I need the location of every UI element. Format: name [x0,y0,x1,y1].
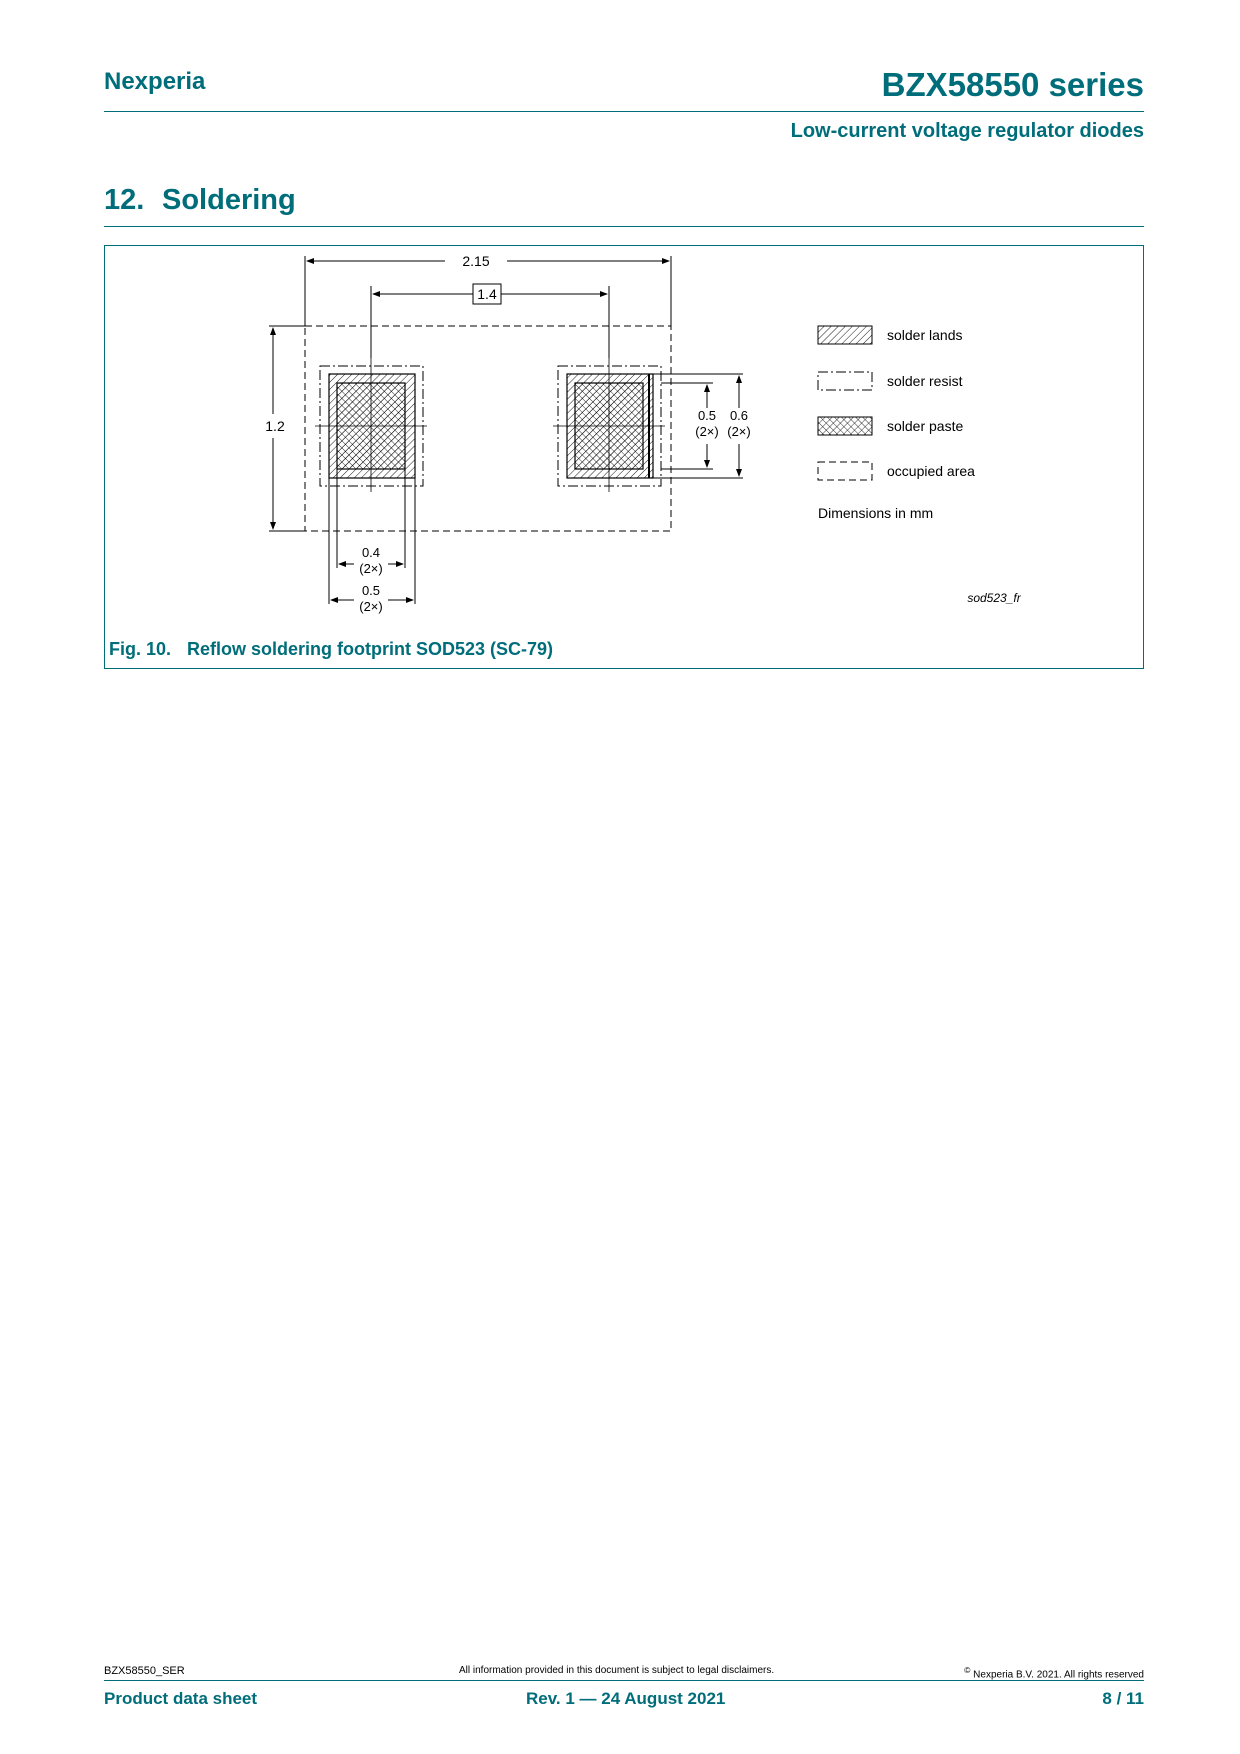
dim-pad-height-inner-label: 0.5 [697,408,717,423]
figure-ref-code: sod523_fr [967,591,1021,605]
dim-overall-width-label: 2.15 [462,253,490,269]
left-pad [315,358,427,492]
legend-swatch-solder-lands [818,326,872,344]
section-heading [104,184,296,217]
footer-revision: Rev. 1 — 24 August 2021 [526,1689,726,1708]
copyright-symbol: © [964,1665,971,1675]
section-divider [104,226,1144,227]
legend-label-solder-resist: solder resist [887,373,963,389]
figure-frame [104,245,1144,669]
footer-page-number: 8 / 11 [1102,1689,1144,1708]
footer-copyright [964,1665,1144,1680]
dim-pad-height-outer-count: (2×) [727,424,751,439]
footer-disclaimer: All information provided in this document is subject to legal disclaimers. [459,1665,775,1676]
footer-divider [104,1680,1144,1681]
document-subtitle: Low-current voltage regulator diodes [790,120,1144,142]
footer-doc-id: BZX58550_SER [104,1665,185,1677]
copyright-text: Nexperia B.V. 2021. All rights reserved [973,1669,1144,1681]
dim-pad-width-inner-label: 0.4 [361,545,381,560]
legend-swatch-occupied-area [818,462,872,480]
units-note: Dimensions in mm [818,505,934,521]
figure-caption-number: Fig. 10. [109,639,172,659]
header-divider [104,111,1144,112]
section-title: Soldering [162,184,296,216]
legend-label-solder-paste: solder paste [887,418,964,434]
document-title: BZX58550 series [881,66,1144,103]
legend-label-occupied-area: occupied area [887,463,975,479]
figure-caption [109,639,553,660]
legend-label-solder-lands: solder lands [887,327,963,343]
right-pad [553,358,665,492]
dim-pad-width-inner-count: (2×) [359,561,383,576]
footprint-drawing [105,246,1143,631]
footer-doc-type: Product data sheet [104,1689,258,1708]
figure-caption-title: Reflow soldering footprint SOD523 (SC-79) [187,639,554,659]
dim-pad-width-outer-count: (2×) [359,599,383,614]
brand-logo-text: Nexperia [104,68,206,95]
dim-pad-height-outer-label: 0.6 [729,408,749,423]
legend-swatch-solder-resist [818,372,872,390]
dim-pad-height-inner-count: (2×) [695,424,719,439]
dim-pad-width-outer-label: 0.5 [361,583,381,598]
legend-swatch-solder-paste [818,417,872,435]
legend [818,326,975,480]
section-number: 12. [104,184,145,216]
dim-height-label: 1.2 [265,418,285,434]
dim-pitch-label: 1.4 [477,286,497,302]
